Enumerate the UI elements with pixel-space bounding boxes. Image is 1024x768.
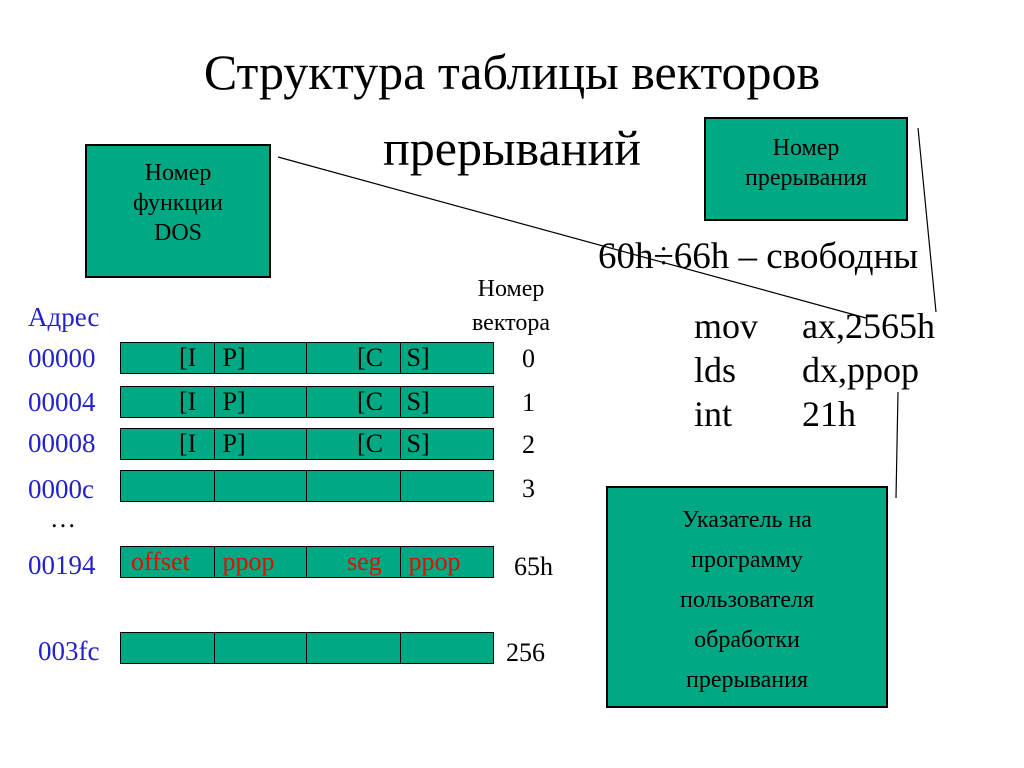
cell-cs-low-text: [C [357, 343, 383, 372]
slide-title-line1: Структура таблицы векторов [203, 44, 821, 100]
vector-number: 1 [522, 388, 535, 417]
code-line [694, 304, 935, 348]
vector-number: 65h [514, 552, 553, 581]
code-block [694, 304, 935, 436]
cell-ip-high [215, 633, 308, 663]
code-arg: ax,2565h [802, 306, 935, 346]
cell-cs-low-text: seg [347, 547, 382, 576]
handler-pointer-box-line1: Указатель на [682, 507, 812, 533]
address-header: Адрес [28, 302, 100, 332]
interrupt-number-box-line1: Номер [772, 135, 840, 161]
interrupt-number-box [704, 117, 908, 221]
cell-cs-low [307, 387, 401, 417]
cell-cs-high-text: S] [406, 429, 430, 458]
cell-ip-high [215, 471, 308, 501]
row-address: 0000c [28, 474, 94, 504]
cell-cs-high [401, 429, 494, 459]
code-arg: dx,ppop [802, 350, 919, 390]
cell-cs-high [401, 471, 494, 501]
row-address: 00194 [28, 550, 96, 580]
cell-ip-high-text: P] [222, 387, 246, 416]
handler-pointer-box-line2: программу [691, 547, 803, 573]
table-row [120, 386, 494, 418]
cell-cs-high-text: ppop [408, 547, 461, 576]
table-row [120, 546, 494, 578]
dos-function-box-line2: функции [133, 190, 223, 216]
table-row [120, 428, 494, 460]
cell-ip-low [121, 471, 215, 501]
cell-ip-high [215, 387, 308, 417]
dos-function-box [85, 144, 271, 278]
code-op: int [694, 394, 733, 434]
dos-function-box-line1: Номер [144, 160, 212, 186]
cell-cs-low-text: [C [357, 429, 383, 458]
interrupt-number-box-line2: прерывания [744, 165, 867, 191]
cell-cs-low [307, 429, 401, 459]
cell-ip-high [215, 429, 308, 459]
handler-pointer-box-line3: пользователя [680, 587, 814, 613]
cell-ip-low [121, 343, 215, 373]
vector-number-header [446, 272, 576, 340]
row-address: 003fc [38, 636, 100, 666]
code-op: lds [694, 350, 737, 390]
table-row [120, 470, 494, 502]
code-arg: 21h [802, 394, 856, 434]
cell-ip-low-text: offset [131, 547, 190, 576]
cell-ip-low-text: [I [179, 387, 197, 416]
cell-cs-high [401, 343, 494, 373]
cell-cs-low [307, 633, 401, 663]
cell-cs-low-text: [C [357, 387, 383, 416]
code-line [694, 392, 935, 436]
ellipsis: … [50, 504, 76, 533]
code-op: mov [694, 306, 759, 346]
cell-cs-high-text: S] [406, 343, 430, 372]
slide-title-line2: прерываний [383, 120, 641, 176]
cell-ip-high-text: P] [222, 343, 246, 372]
handler-pointer-box [606, 486, 888, 708]
cell-ip-high-text: ppop [222, 547, 275, 576]
vector-number-header-line1: Номер [477, 276, 545, 302]
row-address: 00000 [28, 343, 96, 373]
cell-ip-low [121, 387, 215, 417]
dos-function-box-line3: DOS [153, 220, 202, 246]
row-address: 00004 [28, 387, 96, 417]
vector-number: 256 [506, 638, 545, 667]
free-vectors-note: 60h÷66h – свободны [598, 236, 919, 277]
cell-ip-high-text: P] [222, 429, 246, 458]
table-row [120, 342, 494, 374]
vector-number-header-line2: вектора [471, 310, 550, 336]
handler-pointer-box-line5: прерывания [685, 667, 808, 693]
row-address: 00008 [28, 428, 96, 458]
cell-ip-low-text: [I [179, 429, 197, 458]
code-line [694, 348, 935, 392]
handler-pointer-box-line4: обработки [694, 627, 800, 653]
cell-ip-low [121, 547, 215, 577]
cell-cs-low [307, 547, 401, 577]
vector-number: 3 [522, 474, 535, 503]
cell-ip-high [215, 343, 308, 373]
cell-cs-low [307, 471, 401, 501]
vector-number: 2 [522, 430, 535, 459]
cell-ip-low [121, 633, 215, 663]
cell-ip-low-text: [I [179, 343, 197, 372]
cell-cs-high [401, 547, 494, 577]
cell-cs-high [401, 387, 494, 417]
cell-cs-high-text: S] [406, 387, 430, 416]
cell-ip-low [121, 429, 215, 459]
table-row [120, 632, 494, 664]
cell-cs-high [401, 633, 494, 663]
vector-number: 0 [522, 344, 535, 373]
cell-ip-high [215, 547, 308, 577]
cell-cs-low [307, 343, 401, 373]
